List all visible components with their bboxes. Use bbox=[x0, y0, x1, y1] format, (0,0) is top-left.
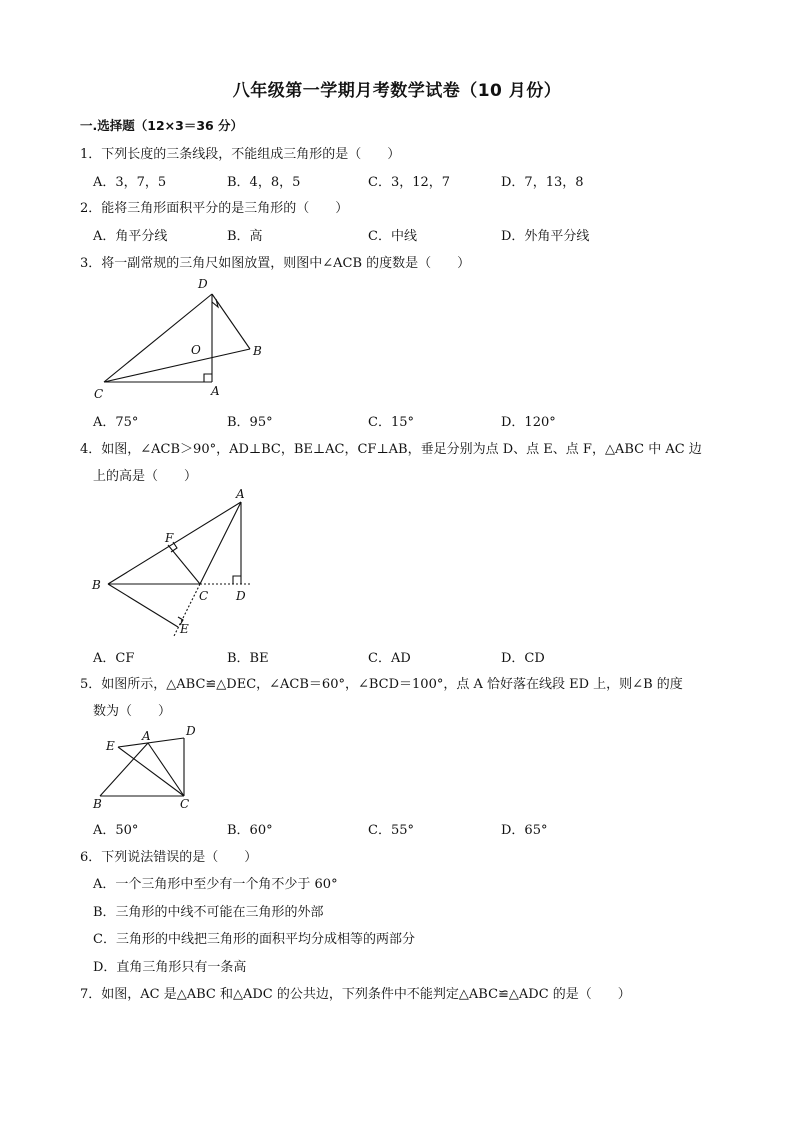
question-7-stem: 7．如图，AC 是△ABC 和△ADC 的公共边，下列条件中不能判定△ABC≌△ADC 的是（ ） bbox=[80, 987, 631, 1002]
q4-option-b: B．BE bbox=[227, 651, 269, 666]
q6-option-d: D．直角三角形只有一条高 bbox=[93, 960, 247, 975]
q6-option-a: A．一个三角形中至少有一个角不少于 60° bbox=[93, 877, 338, 892]
q3-right-angle-d bbox=[212, 299, 218, 307]
q3-line-cd bbox=[104, 294, 212, 382]
q3-line-db bbox=[212, 294, 250, 349]
q5-figure bbox=[88, 721, 208, 813]
q5-label-a: A bbox=[142, 729, 151, 743]
q5-line-ed bbox=[118, 738, 184, 747]
q3-option-a: A．75° bbox=[93, 415, 139, 430]
q5-label-c: C bbox=[180, 797, 190, 811]
q5-option-a: A．50° bbox=[93, 823, 139, 838]
q4-label-d: D bbox=[236, 589, 246, 603]
q3-option-b: B．95° bbox=[227, 415, 273, 430]
q3-label-d: D bbox=[198, 277, 208, 291]
q3-label-a: A bbox=[211, 384, 220, 398]
q6-option-c: C．三角形的中线把三角形的面积平均分成相等的两部分 bbox=[93, 932, 415, 947]
q3-option-d: D．120° bbox=[501, 415, 556, 430]
question-5-stem: 5．如图所示，△ABC≌△DEC，∠ACB＝60°，∠BCD＝100°，点 A 恰好落在线段 ED 上，则∠B 的度 bbox=[80, 677, 683, 692]
q4-option-a: A．CF bbox=[93, 651, 135, 666]
section-title: 一.选择题（12×3＝36 分） bbox=[80, 118, 244, 133]
q5-option-d: D．65° bbox=[501, 823, 548, 838]
q4-label-c: C bbox=[199, 589, 209, 603]
q1-option-c: C．3，12，7 bbox=[368, 175, 451, 190]
question-3-stem: 3．将一副常规的三角尺如图放置，则图中∠ACB 的度数是（ ） bbox=[80, 256, 471, 271]
question-6-stem: 6．下列说法错误的是（ ） bbox=[80, 850, 258, 865]
q5-option-c: C．55° bbox=[368, 823, 414, 838]
q3-label-o: O bbox=[191, 343, 201, 357]
q2-option-d: D．外角平分线 bbox=[501, 229, 590, 244]
question-2-stem: 2．能将三角形面积平分的是三角形的（ ） bbox=[80, 201, 349, 216]
q3-right-angle-a bbox=[204, 374, 212, 382]
q2-option-a: A．角平分线 bbox=[93, 229, 168, 244]
q5-line-ac bbox=[148, 743, 184, 796]
q5-label-b: B bbox=[93, 797, 102, 811]
q2-option-b: B．高 bbox=[227, 229, 263, 244]
question-1-stem: 1．下列长度的三条线段，不能组成三角形的是（ ） bbox=[80, 147, 401, 162]
q3-line-cb bbox=[104, 349, 250, 382]
q1-option-a: A．3，7，5 bbox=[93, 175, 167, 190]
q4-option-c: C．AD bbox=[368, 651, 411, 666]
q4-figure bbox=[88, 486, 263, 641]
q3-option-c: C．15° bbox=[368, 415, 414, 430]
page-title: 八年级第一学期月考数学试卷（10 月份） bbox=[232, 81, 562, 101]
q5-label-d: D bbox=[186, 724, 196, 738]
question-4-stem-cont: 上的高是（ ） bbox=[93, 469, 198, 484]
q2-option-c: C．中线 bbox=[368, 229, 417, 244]
q4-label-b: B bbox=[92, 578, 101, 592]
q5-option-b: B．60° bbox=[227, 823, 273, 838]
q4-line-be bbox=[108, 584, 178, 627]
q6-option-b: B．三角形的中线不可能在三角形的外部 bbox=[93, 905, 324, 920]
question-4-stem: 4．如图，∠ACB＞90°，AD⊥BC，BE⊥AC，CF⊥AB，垂足分别为点 D、点 E、点 F，△ABC 中 AC 边 bbox=[80, 442, 702, 457]
q1-option-b: B．4，8，5 bbox=[227, 175, 301, 190]
q4-option-d: D．CD bbox=[501, 651, 545, 666]
q4-right-angle-d bbox=[233, 576, 241, 584]
q1-option-d: D．7，13，8 bbox=[501, 175, 584, 190]
q3-label-b: B bbox=[253, 344, 262, 358]
q3-label-c: C bbox=[94, 387, 104, 401]
q5-line-ec bbox=[118, 747, 184, 796]
q4-label-e: E bbox=[180, 622, 189, 636]
q5-label-e: E bbox=[106, 739, 115, 753]
question-5-stem-cont: 数为（ ） bbox=[93, 704, 172, 719]
q4-label-f: F bbox=[165, 531, 174, 545]
q3-figure bbox=[90, 274, 280, 404]
q4-label-a: A bbox=[236, 487, 245, 501]
